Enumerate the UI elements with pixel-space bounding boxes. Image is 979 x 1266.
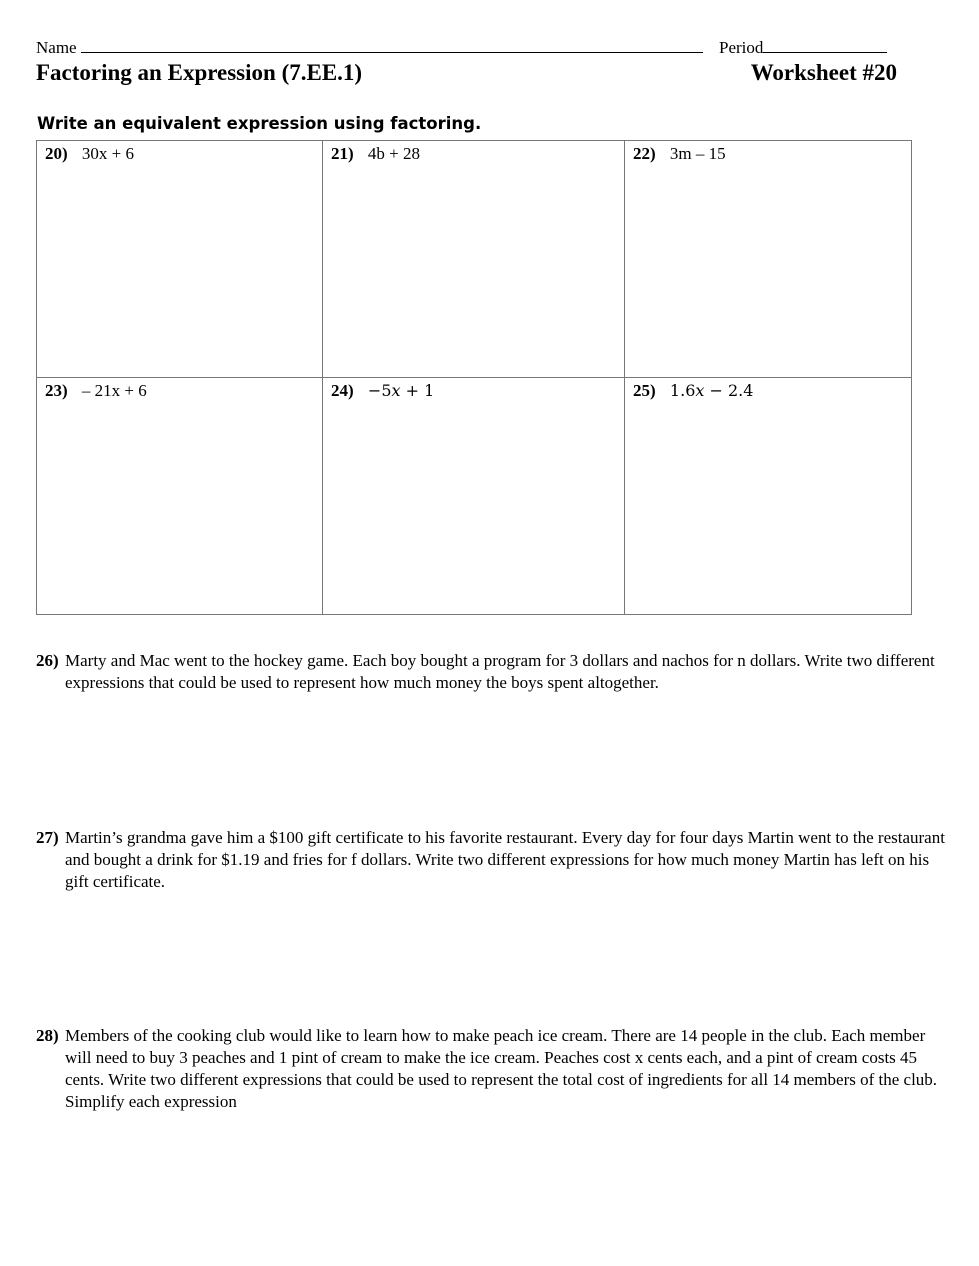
problem-row [37, 141, 912, 378]
problem-expression: −5𝑥 + 1 [367, 381, 435, 400]
problem-expression: 30x + 6 [81, 144, 135, 163]
instruction-text: Write an equivalent expression using factoring. [37, 114, 482, 133]
problem-number: 20) [45, 144, 68, 163]
worksheet-title: Factoring an Expression (7.EE.1) [36, 60, 363, 85]
problem-expression: 3m – 15 [669, 144, 726, 163]
word-problem-number: 26) [36, 651, 59, 670]
name-blank[interactable] [81, 38, 703, 53]
problem-expression: 4b + 28 [367, 144, 421, 163]
word-problem-27 [36, 827, 948, 893]
worksheet-number: Worksheet #20 [750, 60, 897, 85]
problem-cell-24[interactable] [323, 378, 625, 615]
problem-number: 23) [45, 381, 68, 400]
period-label: Period [719, 38, 764, 57]
word-problem-text: Members of the cooking club would like to learn how to make peach ice cream. There are 14 people in the club. Each member will need to buy 3 peaches and 1 pint of cream to make the ice cream. Peaches cost x cents each, and a pint of cream costs 45 cents. Write two different expressions that could be used to represent the total cost of ingredients for all 14 members of the club. Simplify each expression [65, 1026, 938, 1111]
problem-number: 25) [633, 381, 656, 400]
problem-grid [36, 140, 912, 615]
problem-cell-20[interactable] [37, 141, 323, 378]
word-problem-text: Marty and Mac went to the hockey game. Each boy bought a program for 3 dollars and nachos for n dollars. Write two different expressions that could be used to represent how much money the boys spent altogether. [65, 651, 935, 692]
word-problem-28 [36, 1025, 948, 1113]
problem-number: 21) [331, 144, 354, 163]
problem-number: 22) [633, 144, 656, 163]
word-problem-number: 28) [36, 1026, 59, 1045]
problem-expression: 1.6𝑥 − 2.4 [669, 381, 754, 400]
problem-cell-25[interactable] [625, 378, 912, 615]
period-field[interactable] [719, 38, 887, 58]
name-field[interactable] [36, 38, 703, 58]
problem-row [37, 378, 912, 615]
word-problem-26 [36, 650, 948, 694]
name-label: Name [36, 38, 77, 57]
period-blank[interactable] [763, 38, 887, 53]
problem-cell-22[interactable] [625, 141, 912, 378]
word-problem-text: Martin’s grandma gave him a $100 gift certificate to his favorite restaurant. Every day for four days Martin went to the restaurant and bought a drink for $1.19 and fries for f dollars. Write two different expressions for how much money Martin has left on his gift certificate. [65, 828, 945, 891]
problem-number: 24) [331, 381, 354, 400]
problem-cell-21[interactable] [323, 141, 625, 378]
problem-cell-23[interactable] [37, 378, 323, 615]
word-problem-number: 27) [36, 828, 59, 847]
problem-expression: – 21x + 6 [81, 381, 147, 400]
